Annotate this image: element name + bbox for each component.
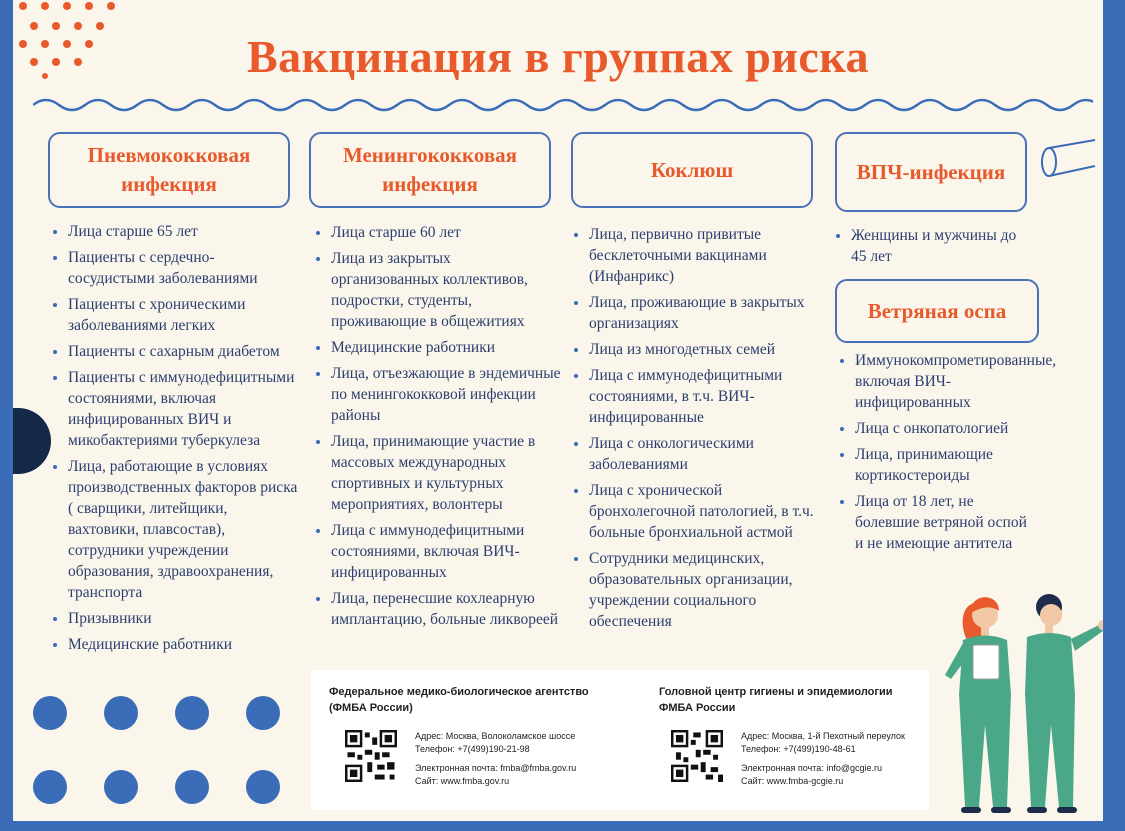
list-item: • Медицинские работники <box>331 337 561 358</box>
list-item: • Лица из многодетных семей <box>589 339 819 360</box>
tube-decoration <box>1037 136 1097 182</box>
decorative-dot <box>246 770 280 804</box>
list-item: • Лица, отъезжающие в эндемичные по менингококковой инфекции районы <box>331 363 561 426</box>
list-item: • Медицинские работники <box>68 634 298 655</box>
list-item: • Пациенты с сахарным диабетом <box>68 341 298 362</box>
mening-list <box>311 222 561 635</box>
org1-name: Федеральное медико-биологическое агентство (ФМБА России) <box>329 686 589 714</box>
list-item: • Призывники <box>68 608 298 629</box>
org2-name: Головной центр гигиены и эпидемиологии ФМБА России <box>659 686 893 714</box>
decorative-dot <box>246 696 280 730</box>
qr-code-icon <box>345 730 397 782</box>
hpv-heading: ВПЧ-инфекция <box>835 132 1027 212</box>
varicella-list <box>835 350 1057 559</box>
list-item: • Пациенты с иммунодефицитными состояниями, включая инфицированных ВИЧ и микобактериями туберкулеза <box>68 367 298 451</box>
list-item: • Лица старше 60 лет <box>331 222 561 243</box>
list-item: • Лица с онкопатологией <box>855 418 1035 439</box>
varicella-heading: Ветряная оспа <box>835 279 1039 343</box>
decorative-dot <box>33 770 67 804</box>
list-item: • Лица, первично привитые бесклеточными вакцинами (Инфанрикс) <box>589 224 819 287</box>
org2-contacts: Адрес: Москва, 1-й Пехотный переулок Телефон: +7(499)190-48-61 Электронная почта: info@gcgie.ru Сайт: www.fmba-gcgie.ru <box>741 731 905 786</box>
doctors-illustration <box>941 585 1103 821</box>
qr-code-icon <box>671 730 723 782</box>
decorative-dot <box>33 696 67 730</box>
pertussis-list <box>569 224 819 637</box>
list-item: • Лица, принимающие участие в массовых международных спортивных и культурных мероприятиях, волонтеры <box>331 431 561 515</box>
list-item: • Пациенты с сердечно-сосудистыми заболеваниями <box>68 247 298 289</box>
pneumo-heading: Пневмококковая инфекция <box>48 132 290 208</box>
decorative-dot <box>104 696 138 730</box>
list-item: • Лица, перенесшие кохлеарную имплантацию, больные ликвореей <box>331 588 561 630</box>
decorative-dot <box>175 770 209 804</box>
list-item: • Иммунокомпрометированные, включая ВИЧ-инфицированных <box>855 350 1035 413</box>
pneumo-list <box>48 221 298 660</box>
list-item: • Лица с онкологическими заболеваниями <box>589 433 819 475</box>
wave-divider <box>33 95 1093 115</box>
list-item: • Лица с иммунодефицитными состояниями, включая ВИЧ-инфицированных <box>331 520 561 583</box>
footer-contacts <box>311 670 929 810</box>
mening-heading: Менингококковая инфекция <box>309 132 551 208</box>
list-item: • Сотрудники медицинских, образовательных организации, учреждении социального обеспечения <box>589 548 819 632</box>
list-item: • Лица, работающие в условиях производственных факторов риска ( сварщики, литейщики, вахтовики, плавсостав), сотрудники учреждении образования, здравоохранения, транспорта <box>68 456 298 603</box>
hpv-list <box>831 225 1031 272</box>
page-title: Вакцинация в группах риска <box>246 31 870 82</box>
pertussis-heading: Коклюш <box>571 132 813 208</box>
decorative-dot <box>104 770 138 804</box>
list-item: • Лица из закрытых организованных коллективов, подростки, студенты, проживающие в общежитиях <box>331 248 561 332</box>
list-item: • Лица с иммунодефицитными состояниями, в т.ч. ВИЧ-инфицированные <box>589 365 819 428</box>
list-item: • Лица с хронической бронхолегочной патологией, в т.ч. больные бронхиальной астмой <box>589 480 819 543</box>
list-item: • Лица, принимающие кортикостероиды <box>855 444 1035 486</box>
list-item: • Женщины и мужчины до 45 лет <box>851 225 1031 267</box>
list-item: • Лица старше 65 лет <box>68 221 298 242</box>
decorative-half-circle <box>13 408 51 474</box>
decorative-dot <box>175 696 209 730</box>
list-item: • Лица от 18 лет, не болевшие ветряной оспой и не имеющие антитела <box>855 491 1035 554</box>
org1-contacts: Адрес: Москва, Волоколамское шоссе Телефон: +7(499)190-21-98 Электронная почта: fmba@fmba.gov.ru Сайт: www.fmba.gov.ru <box>415 731 577 786</box>
list-item: • Пациенты с хроническими заболеваниями легких <box>68 294 298 336</box>
poster <box>13 0 1103 821</box>
list-item: • Лица, проживающие в закрытых организациях <box>589 292 819 334</box>
